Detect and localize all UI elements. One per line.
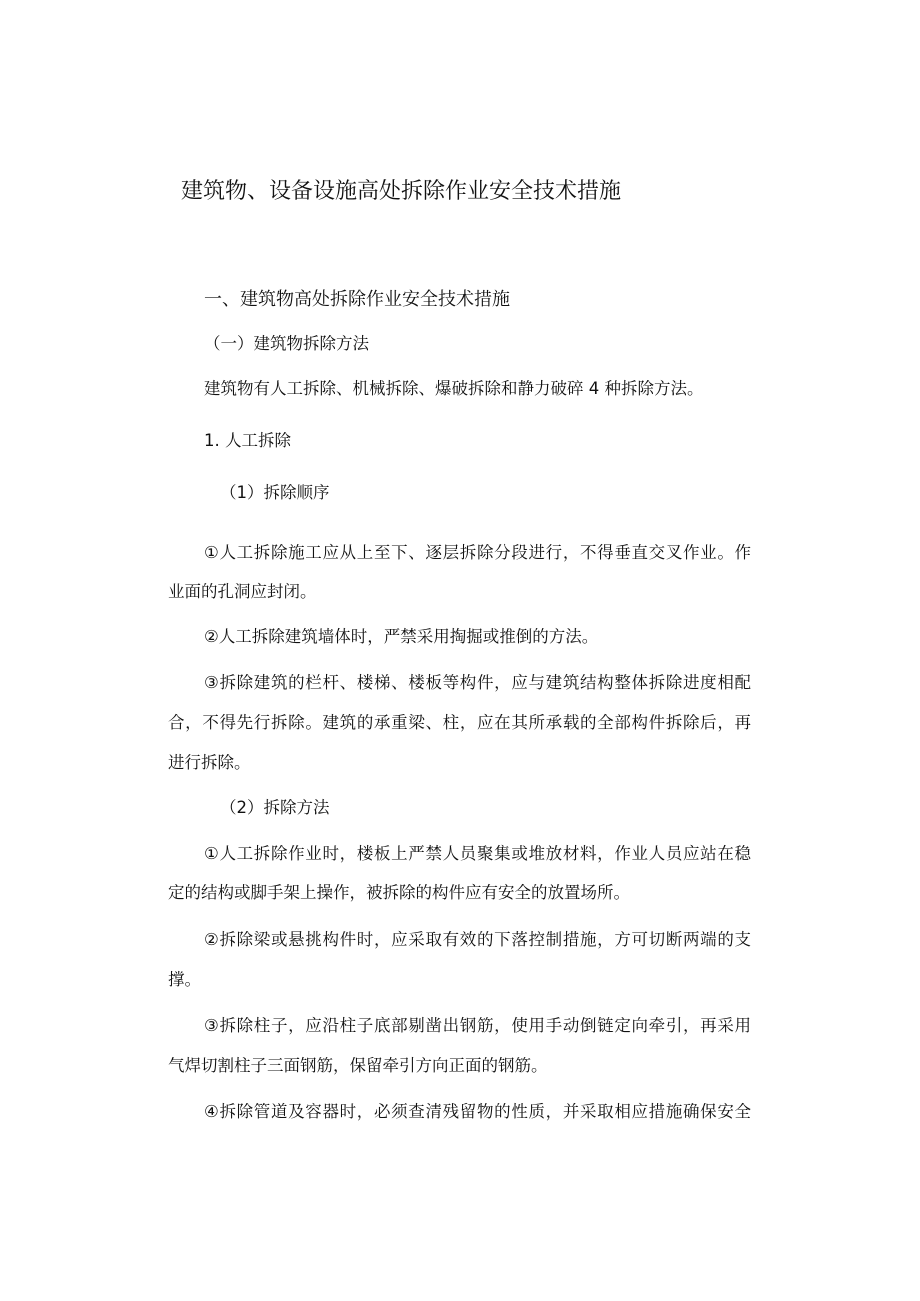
paragraph-line: 气焊切割柱子三面钢筋，保留牵引方向正面的钢筋。 (168, 1056, 548, 1075)
paragraph-line: ③拆除建筑的栏杆、楼梯、楼板等构件，应与建筑结构整体拆除进度相配 (204, 673, 751, 692)
paragraph-line: ④拆除管道及容器时，必须查清残留物的性质，并采取相应措施确保安全 (204, 1102, 751, 1121)
paragraph-line: ②拆除梁或悬挑构件时，应采取有效的下落控制措施，方可切断两端的支 (204, 930, 751, 949)
paragraph-line: ①人工拆除作业时，楼板上严禁人员聚集或堆放材料，作业人员应站在稳 (204, 844, 751, 863)
section-heading: 一、建筑物高处拆除作业安全技术措施 (204, 289, 510, 310)
paragraph-line: ①人工拆除施工应从上至下、逐层拆除分段进行，不得垂直交叉作业。作 (204, 543, 751, 562)
item-heading: 1. 人工拆除 (204, 431, 291, 450)
paragraph-line: 进行拆除。 (168, 753, 251, 772)
paragraph-line: 合，不得先行拆除。建筑的承重梁、柱，应在其所承载的全部构件拆除后，再 (168, 713, 751, 732)
sub-heading-order: （1）拆除顺序 (220, 483, 330, 502)
paragraph-line: 业面的孔洞应封闭。 (168, 582, 317, 601)
intro-paragraph: 建筑物有人工拆除、机械拆除、爆破拆除和静力破碎 4 种拆除方法。 (204, 379, 704, 398)
sub-heading-method: （2）拆除方法 (220, 798, 330, 817)
subsection-heading: （一）建筑物拆除方法 (204, 334, 369, 353)
paragraph-line: 定的结构或脚手架上操作，被拆除的构件应有安全的放置场所。 (168, 883, 630, 902)
paragraph-line: ③拆除柱子，应沿柱子底部剔凿出钢筋，使用手动倒链定向牵引，再采用 (204, 1016, 751, 1035)
document-title: 建筑物、设备设施高处拆除作业安全技术措施 (181, 179, 622, 204)
paragraph-line: 撑。 (168, 970, 201, 989)
paragraph-line: ②人工拆除建筑墙体时，严禁采用掏掘或推倒的方法。 (204, 627, 599, 646)
